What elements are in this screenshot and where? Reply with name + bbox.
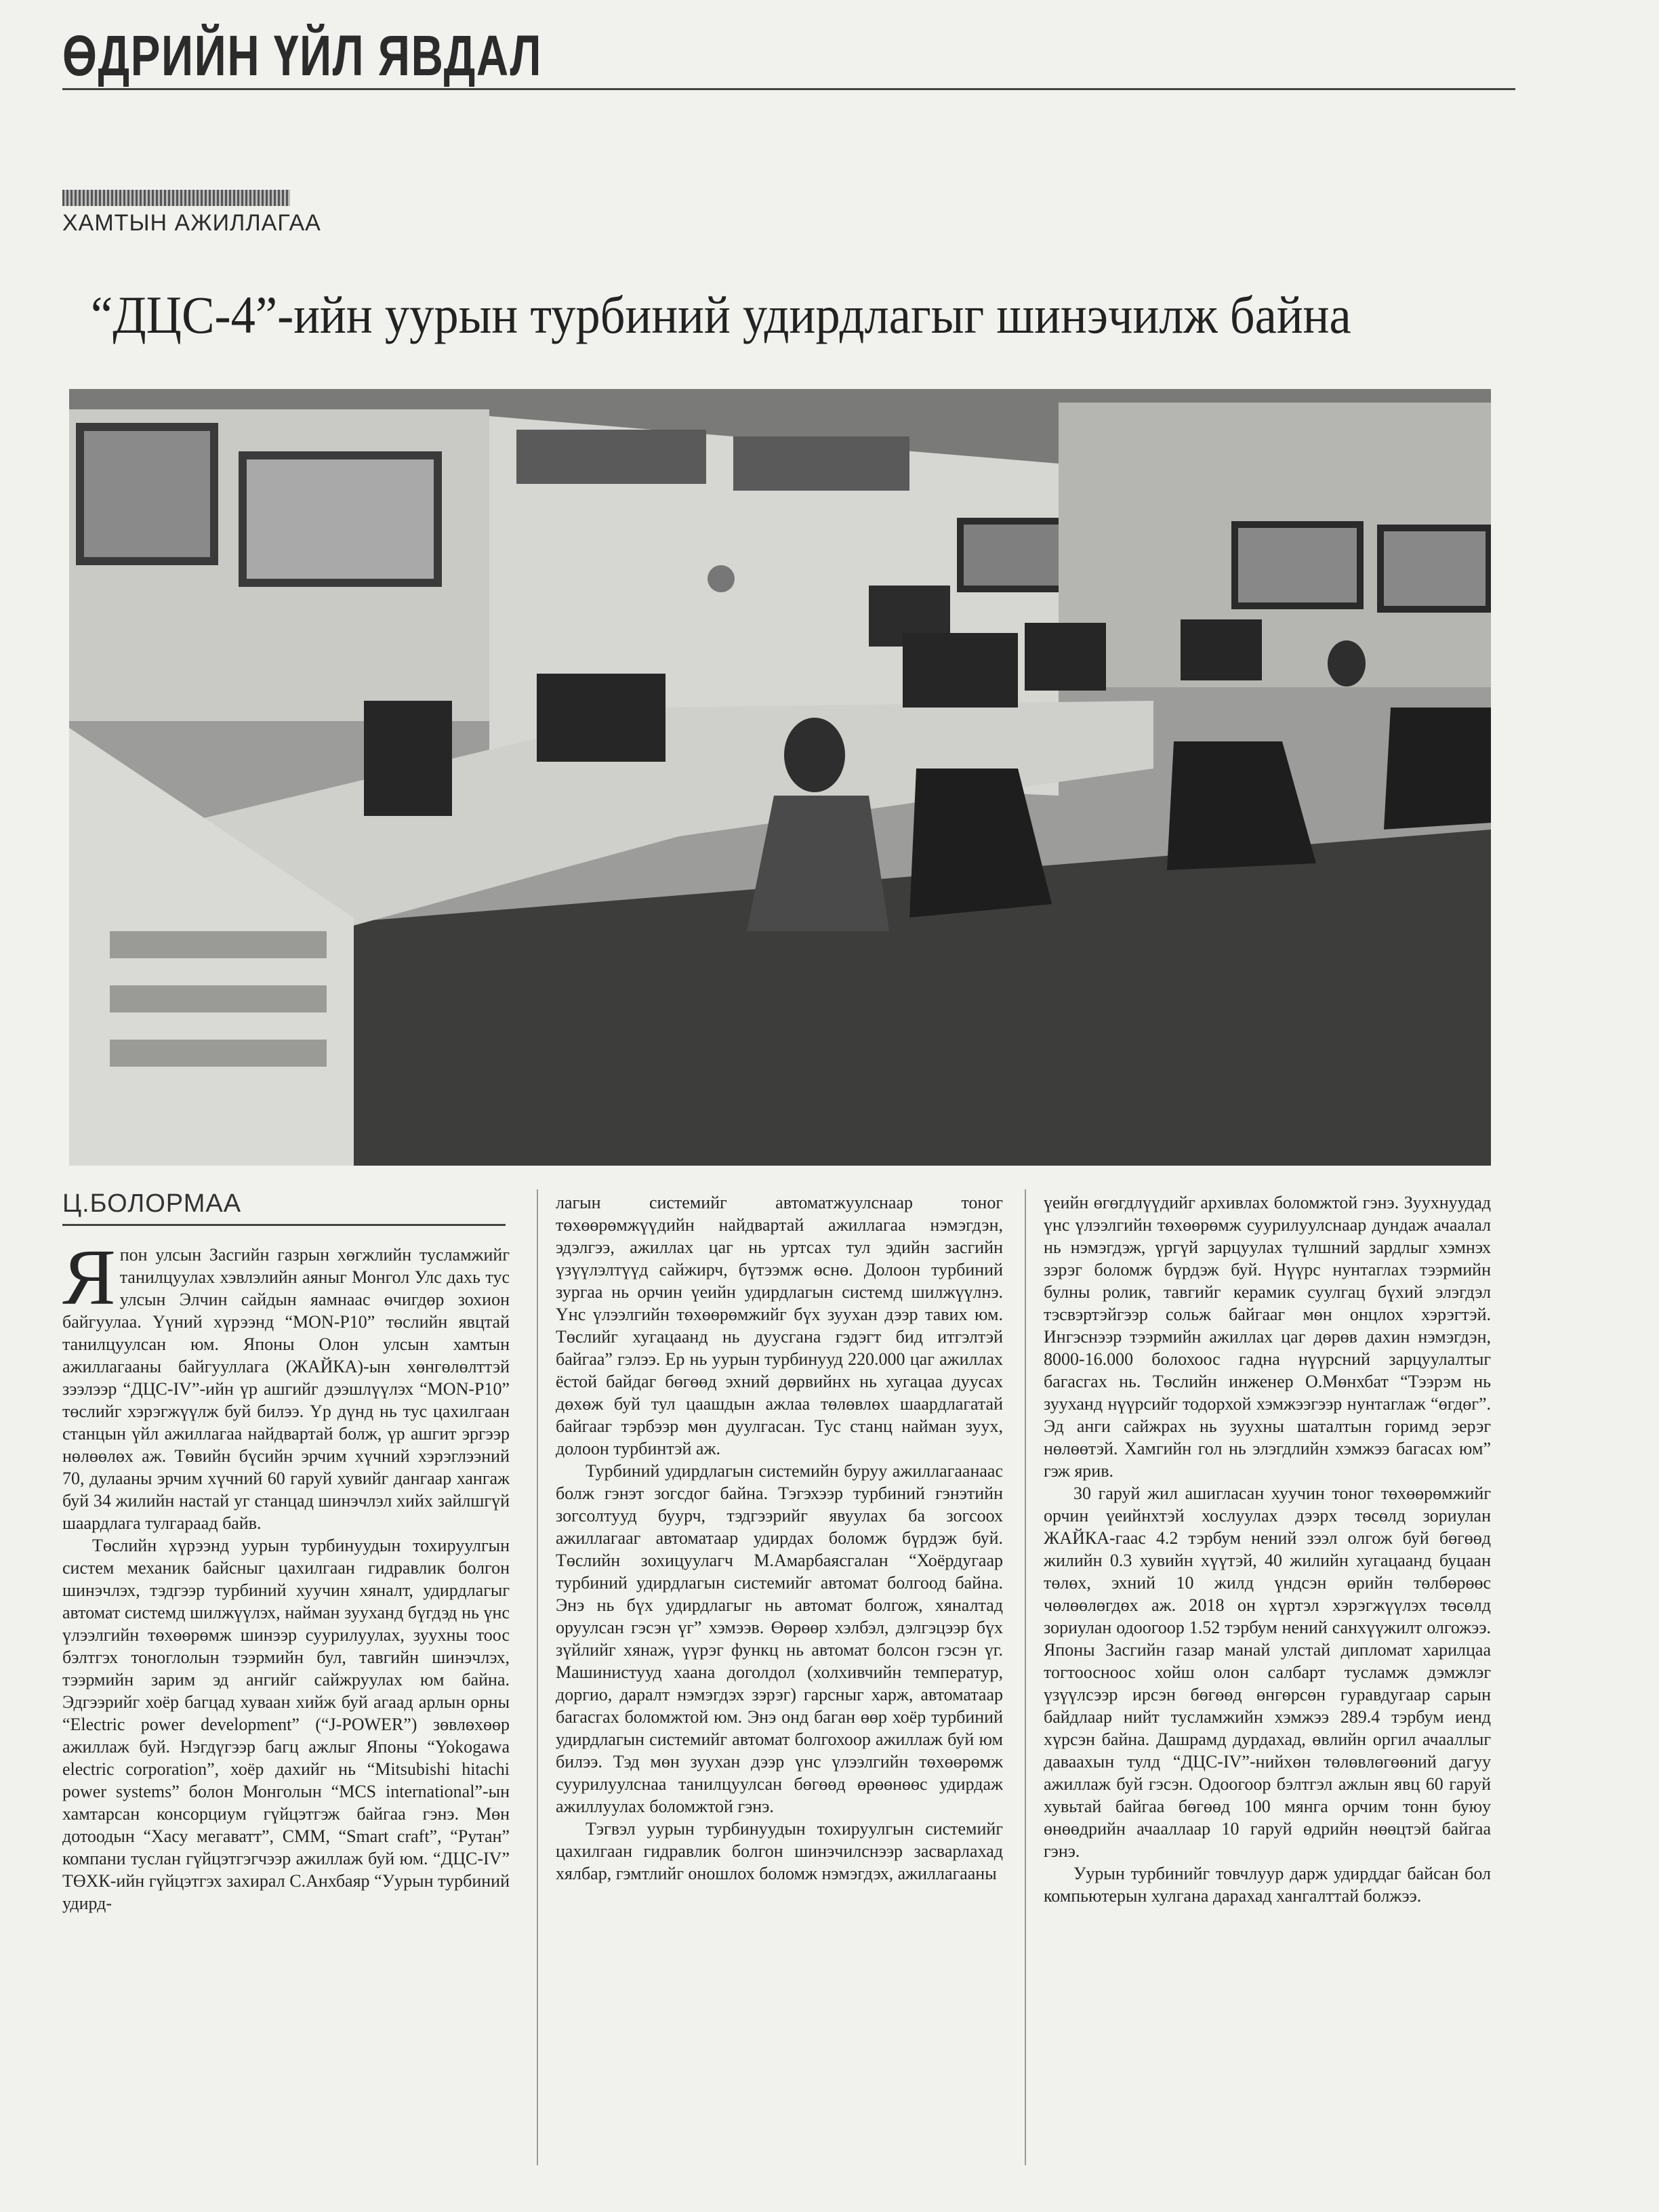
paragraph: лагын системийг автоматжуулснаар тоног төхөөрөмжүүдийн найдвартай ажиллагаа нэмэгдэн, эдэлгээ, ажиллах цаг нь уртсах тул эдийн засгийн үзүүлэлтүүд сайжирч, бүтээмж өснө. Долоон турбиний зургаа нь орчин үеийн удирдлагын системд шилжүүлнэ. Үнс үлээлгийн төхөөрөмжийг бүх зуухан дээр тавих юм. Төслийг хугацаанд нь дуусгана гэдэгт бид итгэлтэй байгаа” гэлээ. Ер нь уурын турбинууд 220.000 цаг ажиллах ёстой байдаг бөгөөд эхний дөрвийнх нь хугацаа дуусах дөхөж буй тул цаашдын ажлаа төлөвлөх шаардлагатай байгааг тэрбээр мөн дуулгасан. Тус станц найман зуух, долоон турбинтэй аж.	[556, 1193, 1003, 1458]
paragraph: 30 гаруй жил ашигласан хуучин тоног төхөөрөмжийг орчин үеийнхтэй хослуулах дээрх төсөлд зориулан ЖАЙКА-гаас 4.2 тэрбум нений зээл олгож буй бөгөөд жилийн 0.3 хувийн хүүтэй, 40 жилийн хугацаанд буцаан төлөх, эхний 10 жилд үндсэн өрийн төлбөрөөс чөлөөлөгдөх аж. 2018 он хүртэл хэрэгжүүлэх төсөлд зориулан одоогоор 1.52 тэрбум нений санхүүжилт олгожээ. Японы Засгийн газар манай улстай дипломат харилцаа тогтоосноос хойш олон салбарт тусламж дэмжлэг үзүүлсээр ирсэн бөгөөд өнгөрсөн гуравдугаар сарын байдлаар нийт тусламжийн хэмжээ 289.4 тэрбум иенд хүрсэн байна. Дашрамд дурдахад, өвлийн оргил ачааллыг даваахын тулд “ДЦС-IV”-нийхөн төлөвлөгөөний дагуу ажиллаж буй гэсэн. Одоогоор бэлтгэл ажлын явц 60 гаруй хувьтай байгаа бөгөөд 100 мянга орчим тонн буюу өнөөдрийн ачааллаар 10 гаруй өдрийн нөөцтэй байгаа гэнэ.	[1044, 1483, 1491, 1861]
paragraph: Тэгвэл уурын турбинуудын тохируулгын системийг цахилгаан гидравлик болгон шинэчилснээр засварлахад хялбар, гэмтлийг оношлох боломж нэмэгдэх, ажиллагааны	[556, 1819, 1003, 1883]
article-headline: “ДЦС-4”-ийн уурын турбиний удирдлагыг шинэчилж байна	[91, 285, 1351, 344]
byline: Ц.БОЛОРМАА	[62, 1189, 506, 1226]
paragraph: Төслийн хүрээнд уурын турбинуудын тохируулгын систем механик байсныг цахилгаан гидравлик болгон шинэчлэх, тэдгээр турбиний хуучин хяналт, удирдлагыг автомат системд шилжүүлэх, найман зууханд бүгдэд нь үнс үлээлгийн төхөөрөмж шинээр суурилуулах, зуухны тоос бэлтгэх тоноглолын тээрмийн бул, тавгийн шинэчлэх, тээрмийн зарим эд ангийг сайжруулах юм байна. Эдгээрийг хоёр багцад хуваан хийж буй агаад арлын орны “Electric power development” (“J-POWER”) зөвлөхөөр ажиллаж буй. Нэгдүгээр багц ажлыг Японы “Yokogawa electric corporation”, хоёр дахийг нь “Mitsubishi hitachi power systems” болон Монголын “MCS international”-ын хамтарсан консорциум гүйцэтгэж байгаа гэнэ. Мөн дотоодын “Хасу мегаватт”, СММ, “Smart craft”, “Рутан” компани туслан гүйцэтгэгчээр ажиллаж буй юм. “ДЦС-IV” ТӨХК-ийн гүйцэтгэх захирал С.Анхбаяр “Уурын турбиний удирд-	[62, 1536, 510, 1913]
paragraph-text: пон улсын Засгийн газрын хөгжлийн тусламжийг танилцуулах хэвлэлийн аяныг Монгол Улс дахь тус улсын Элчин сайдын яамнаас өчигдөр зохион байгуулаа. Үүний хүрээнд “MON-P10” төслийн явцтай танилцуулсан юм. Японы Олон улсын хамтын ажиллагааны байгууллага (ЖАЙКА)-ын хөнгөлөлттэй зээлээр “ДЦС-IV”-ийн үр ашгийг дээшлүүлэх “MON-P10” төслийг хэрэгжүүлж буй билээ. Үр дүнд нь тус цахилгаан станцын үйл ажиллагаа найдвартай болж, үр ашгит эргээр нөлөөлөх аж. Төвийн бүсийн эрчим хүчний хэрэглээний 70, дулааны эрчим хүчний 60 гаруй хувийг дангаар хангаж буй 34 жилийн настай уг станцад шинэчлэл хийх зайлшгүй шаардлага тулгараад байв.	[62, 1245, 510, 1533]
section-header	[62, 18, 1515, 90]
article-column-2	[556, 1191, 1003, 2154]
rubric-label: ХАМТЫН АЖИЛЛАГАА	[62, 210, 321, 236]
paragraph: Уурын турбинийг товчлуур дарж удирддаг байсан бол компьютерын хулгана дарахад хангалттай болжээ.	[1044, 1864, 1491, 1906]
column-divider	[1025, 1189, 1026, 2165]
control-room-photo	[69, 389, 1491, 1166]
section-title: ӨДРИЙН ҮЙЛ ЯВДАЛ	[62, 24, 543, 87]
article-column-3	[1044, 1191, 1491, 2154]
paragraph: Турбиний удирдлагын системийн буруу ажиллагаанаас болж гэнэт зогсдог байна. Тэгэхээр турбиний гэнэтийн зогсолтууд буурч, тэдгээрийг явуулах ба зогсоох ажиллагааг автоматаар удирдах боломж бүрдэж буй. Төслийн зохицуулагч М.Амарбаясгалан “Хоёрдугаар турбиний удирдлагын системийг автомат болгоод байна. Энэ нь бүх удирдлагыг нь автомат болгож, хяналтад оруулсан гэсэн үг” хэмээв. Өөрөөр хэлбэл, дэлгэцээр бүх зүйлийг хянаж, үүрэг функц нь автомат болсон гэсэн үг. Машинистууд хаана доголдол (холхивчийн температур, доргио, даралт нэмэгдэх зэрэг) гарсныг харж, автоматаар багасгах боломжтой юм. Энэ онд баган өөр хоёр турбиний удирдлагын системийг автомат болгохоор ажиллаж буй юм билээ. Тэд мөн зуухан дээр үнс үлээлгийн төхөөрөмж суурилуулснаа танилцуулсан бөгөөд өрөөнөөс удирдаж ажиллуулах боломжтой гэнэ.	[556, 1461, 1003, 1816]
paragraph: үеийн өгөгдлүүдийг архивлах боломжтой гэнэ. Зуухнуудад үнс үлээлгийн төхөөрөмж суурилуулснаар дундаж ачаалал нь нэмэгдэж, үргүй зарцуулах түлшний зардлыг хэмнэх зэрэг боломж бүрдэж буй. Нүүрс нунтаглах тээрмийн булны ролик, тавгийг керамик суулгац бүхий элэгдэл тэсвэртэйгээр сольж байгааг мөн онцлох хэрэгтэй. Ингэснээр тээрмийн ажиллах цаг дөрөв дахин нэмэгдэн, 8000-16.000 болохоос гадна нүүрсний зарцуулалтыг багасгах нь. Төслийн инженер О.Мөнхбат “Тээрэм нь зууханд нүүрсийг тодорхой хэмжээгээр нунтаглаж “өгдөг”. Эд анги сайжрах нь зуухны шаталтын горимд эерэг нөлөөтэй. Хамгийн гол нь элэгдлийн хэмжээ багасах юм” гэж ярив.	[1044, 1193, 1491, 1481]
drop-cap: Я	[62, 1244, 116, 1322]
article-column-1	[62, 1244, 510, 2206]
paragraph	[62, 1244, 510, 1534]
rubric-bar	[62, 190, 290, 206]
column-divider	[537, 1189, 538, 2165]
photo-illustration	[69, 389, 1491, 1166]
